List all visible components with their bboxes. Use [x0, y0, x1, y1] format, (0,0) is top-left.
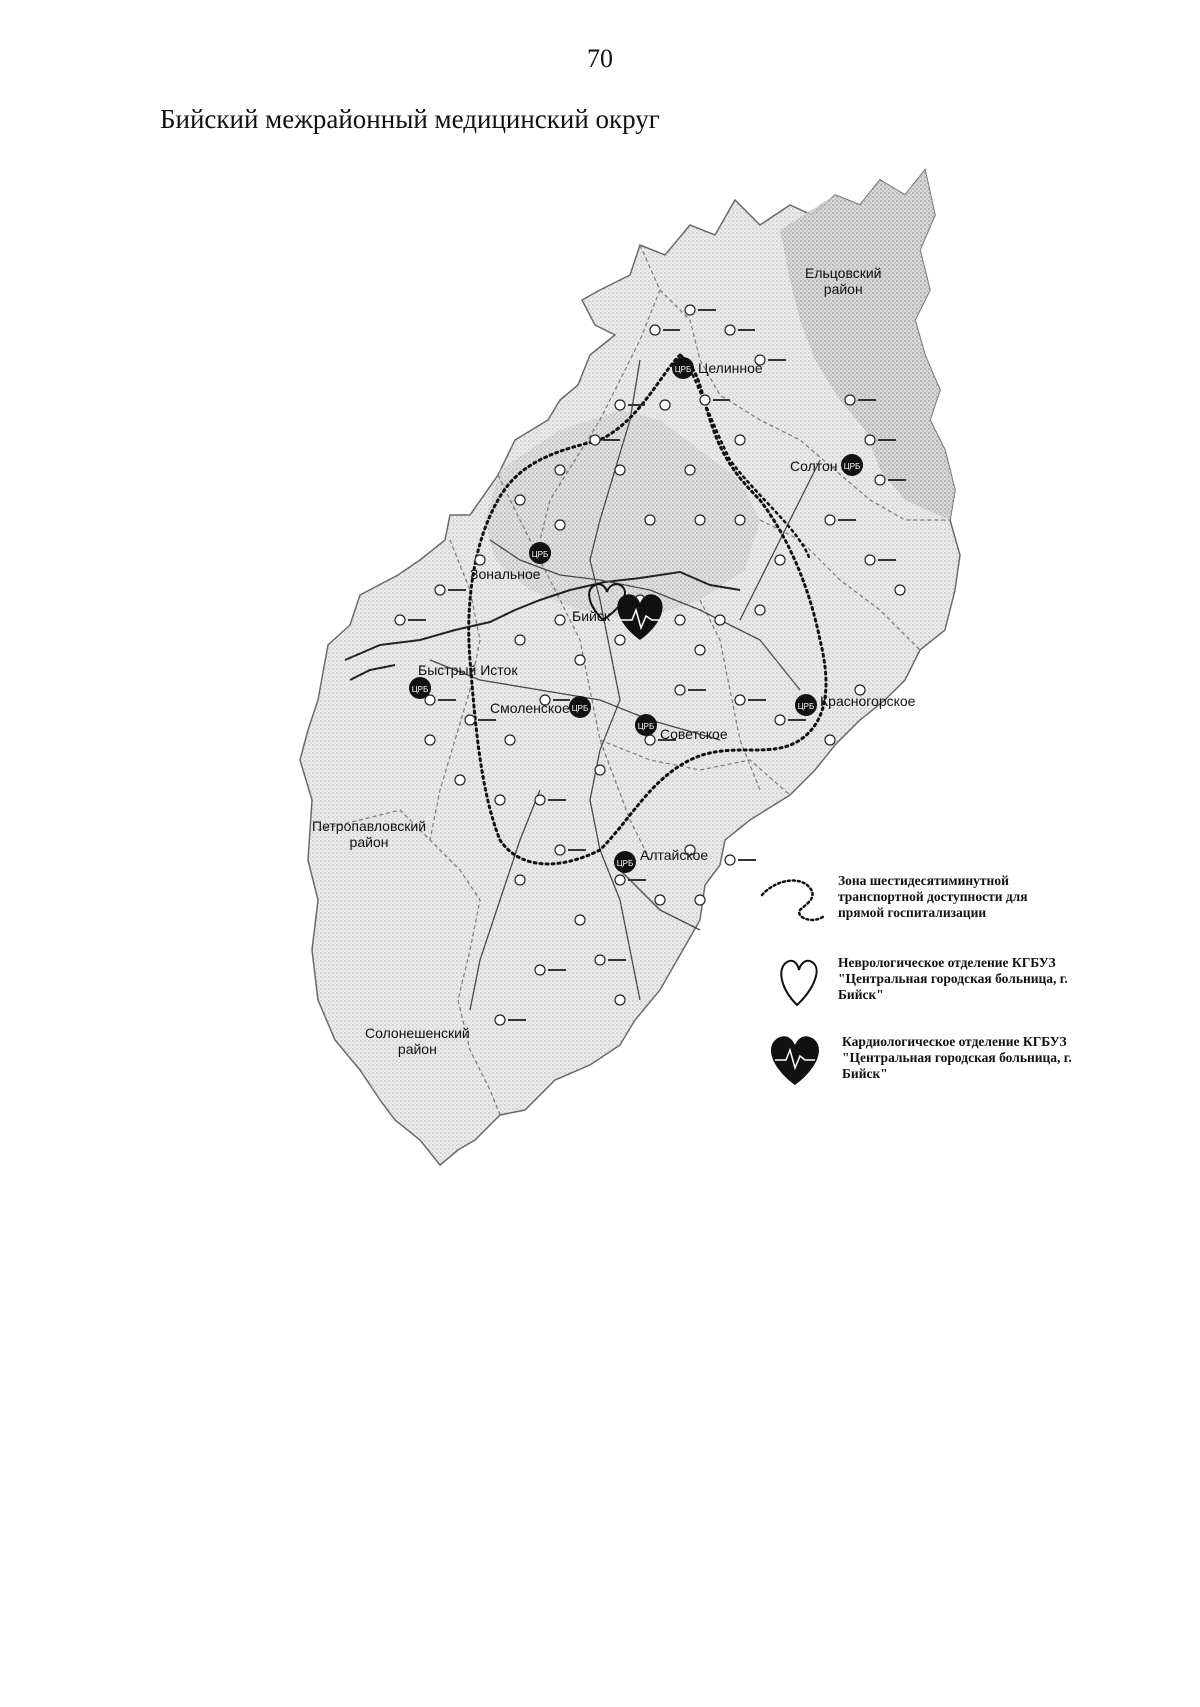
svg-text:ЦРБ: ЦРБ [411, 685, 429, 694]
svg-text:ЦРБ: ЦРБ [797, 702, 815, 711]
settlement-label-biysk: Бийск [572, 608, 610, 624]
legend-zone-symbol [762, 881, 825, 920]
district-label-eltsovsky [805, 265, 882, 297]
crb-marker-smolenskoe [569, 696, 591, 718]
district-label-text: Ельцовский район [805, 265, 882, 297]
svg-text:ЦРБ: ЦРБ [637, 722, 655, 731]
crb-marker-sovetskoe [635, 714, 657, 736]
page-title: Бийский межрайонный медицинский округ [160, 104, 660, 134]
page-number: 70 [587, 44, 613, 73]
district-label-soloneshensky [365, 1025, 470, 1057]
district-label-text: Петропавловский район [312, 818, 427, 850]
crb-marker-krasnogorskoe [795, 694, 817, 716]
settlement-label-bystry-istok: Быстрый Исток [418, 662, 518, 678]
crb-marker-bystry-istok [409, 677, 431, 699]
settlement-label-sovetskoe: Советское [660, 726, 728, 742]
legend-zone-label: Зона шестидесятиминутной транспортной доступности для прямой госпитализации [838, 873, 1028, 920]
svg-text:ЦРБ: ЦРБ [531, 550, 549, 559]
settlement-label-smolenskoe: Смоленское [490, 700, 570, 716]
settlement-label-tselinnoe: Целинное [698, 360, 763, 376]
crb-marker-zonalnoe [529, 542, 551, 564]
svg-text:ЦРБ: ЦРБ [674, 365, 692, 374]
svg-text:ЦРБ: ЦРБ [616, 859, 634, 868]
district-label-text: Солонешенский район [365, 1025, 470, 1057]
district-label-petropavlovsky [312, 818, 426, 850]
legend-cardio-symbol [771, 1036, 819, 1085]
settlement-label-altayskoe: Алтайское [640, 847, 709, 863]
legend-neuro-symbol [781, 961, 816, 1005]
crb-marker-tselinnoe [672, 357, 694, 379]
crb-marker-solton [841, 454, 863, 476]
settlement-label-krasnogorskoe: Красногорское [820, 693, 916, 709]
legend-neuro-label: Неврологическое отделение КГБУЗ "Центральная городская больница, г. Бийск" [838, 955, 1068, 1002]
crb-marker-altayskoe [614, 851, 636, 873]
svg-text:ЦРБ: ЦРБ [571, 704, 589, 713]
legend-cardio-label: Кардиологическое отделение КГБУЗ "Центральная городская больница, г. Бийск" [842, 1034, 1072, 1081]
settlement-label-solton: Солтон [790, 458, 838, 474]
settlement-label-zonalnoe: Зональное [470, 566, 541, 582]
svg-text:ЦРБ: ЦРБ [843, 462, 861, 471]
